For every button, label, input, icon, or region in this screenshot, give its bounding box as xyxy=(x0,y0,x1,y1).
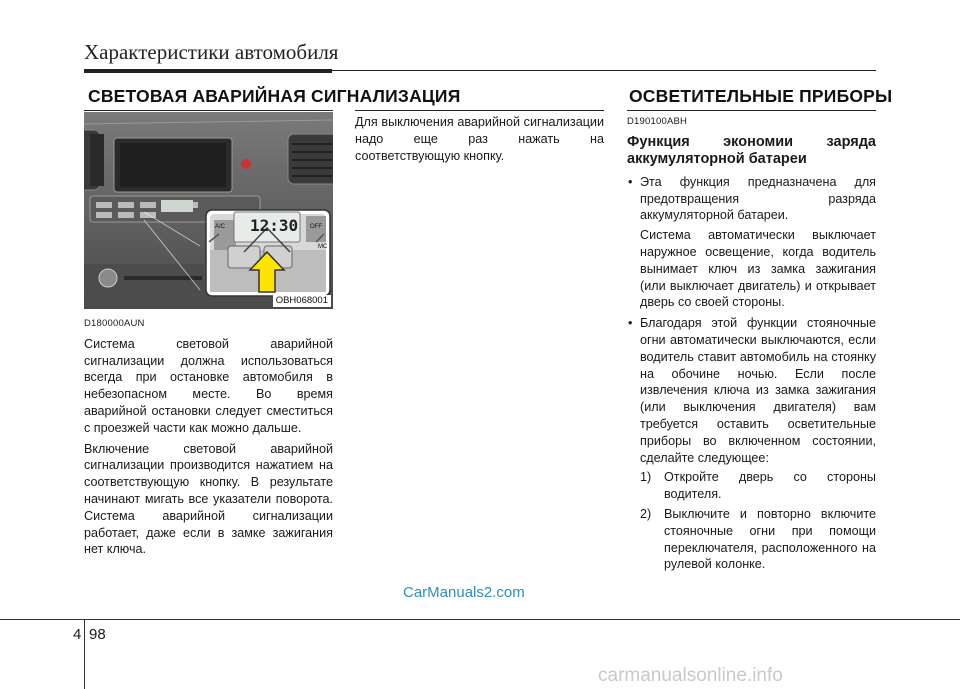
step-list xyxy=(627,469,876,573)
off-button-label: OFF xyxy=(310,224,322,230)
bullet-text: Благодаря этой функции стояночные огни автоматически выключаются, если водитель ставит автомобиль на стоянку на обочине ночью. Если после извлечения ключа из замка зажигания (или выключения двигателя) вам требуется оставить осветительные приборы во включенном состоянии, сделайте следующее: xyxy=(640,316,876,465)
ac-button-label: A/C xyxy=(215,224,226,230)
step-number: 1) xyxy=(640,470,652,485)
dashboard-hazard-illustration xyxy=(84,112,333,309)
step-item xyxy=(640,506,876,573)
bullet-text: Эта функция предназначена для предотвращения разряда аккумуляторной батареи. xyxy=(640,174,876,223)
heading-underline-right xyxy=(627,110,876,111)
step-number: 2) xyxy=(640,506,652,521)
header-rule-accent xyxy=(84,69,332,73)
right-column xyxy=(627,114,876,576)
paragraph: Для выключения аварийной сигнализации надо еще раз нажать на соответствующую кнопку. xyxy=(355,115,604,163)
bullet-item xyxy=(627,315,876,466)
step-item xyxy=(640,469,876,503)
figure-code: OBH068001 xyxy=(273,295,331,307)
chapter-number: 4 xyxy=(73,626,82,643)
bullet-list xyxy=(627,315,876,466)
paragraph: Включение световой аварийной сигнализации производится нажатием на соответствующую кнопку. В результате начинают мигать все указатели поворота. Система аварийной сигнализации работает, даже если в замке зажигания нет ключа. xyxy=(84,441,333,557)
footer-divider xyxy=(84,619,85,689)
subheading: Функция экономии заряда аккумуляторной батареи xyxy=(627,133,876,167)
step-text: Откройте дверь со стороны водителя. xyxy=(664,470,876,502)
mc-button-label: MC xyxy=(318,244,328,250)
heading-underline-middle xyxy=(355,110,604,111)
bullet-item xyxy=(627,174,876,224)
bullet-list xyxy=(627,174,876,224)
lighting-heading: ОСВЕТИТЕЛЬНЫЕ ПРИБОРЫ xyxy=(629,86,893,106)
heading-underline-left xyxy=(84,110,333,111)
section-code: D190100ABH xyxy=(627,116,688,127)
display-time: 12:30 xyxy=(250,216,299,235)
page-number: 98 xyxy=(89,626,106,643)
page-header-title: Характеристики автомобиля xyxy=(84,40,339,64)
step-text: Выключите и повторно включите стояночные огни при помощи переключателя, расположенного на рулевой колонке. xyxy=(664,506,876,572)
middle-column xyxy=(355,114,604,168)
watermark-link[interactable]: CarManuals2.com xyxy=(403,584,525,601)
hazard-warning-heading: СВЕТОВАЯ АВАРИЙНАЯ СИГНАЛИЗАЦИЯ xyxy=(88,86,461,106)
footer-rule xyxy=(0,619,960,620)
left-column xyxy=(84,316,333,562)
bullet-followup: Система автоматически выключает наружное освещение, когда водитель вынимает ключ из замка зажигания (или выключает двигатель) и открывает дверь со своей стороны. xyxy=(640,228,876,310)
section-code: D180000AUN xyxy=(84,318,145,329)
dashboard-drawing xyxy=(84,112,333,309)
paragraph: Система световой аварийной сигнализации должна использоваться всегда при остановке автомобиля в небезопасном месте. Во время аварийной остановки следует сместиться с проезжей части как можно дальше. xyxy=(84,336,333,435)
site-watermark: carmanualsonline.info xyxy=(598,665,783,686)
